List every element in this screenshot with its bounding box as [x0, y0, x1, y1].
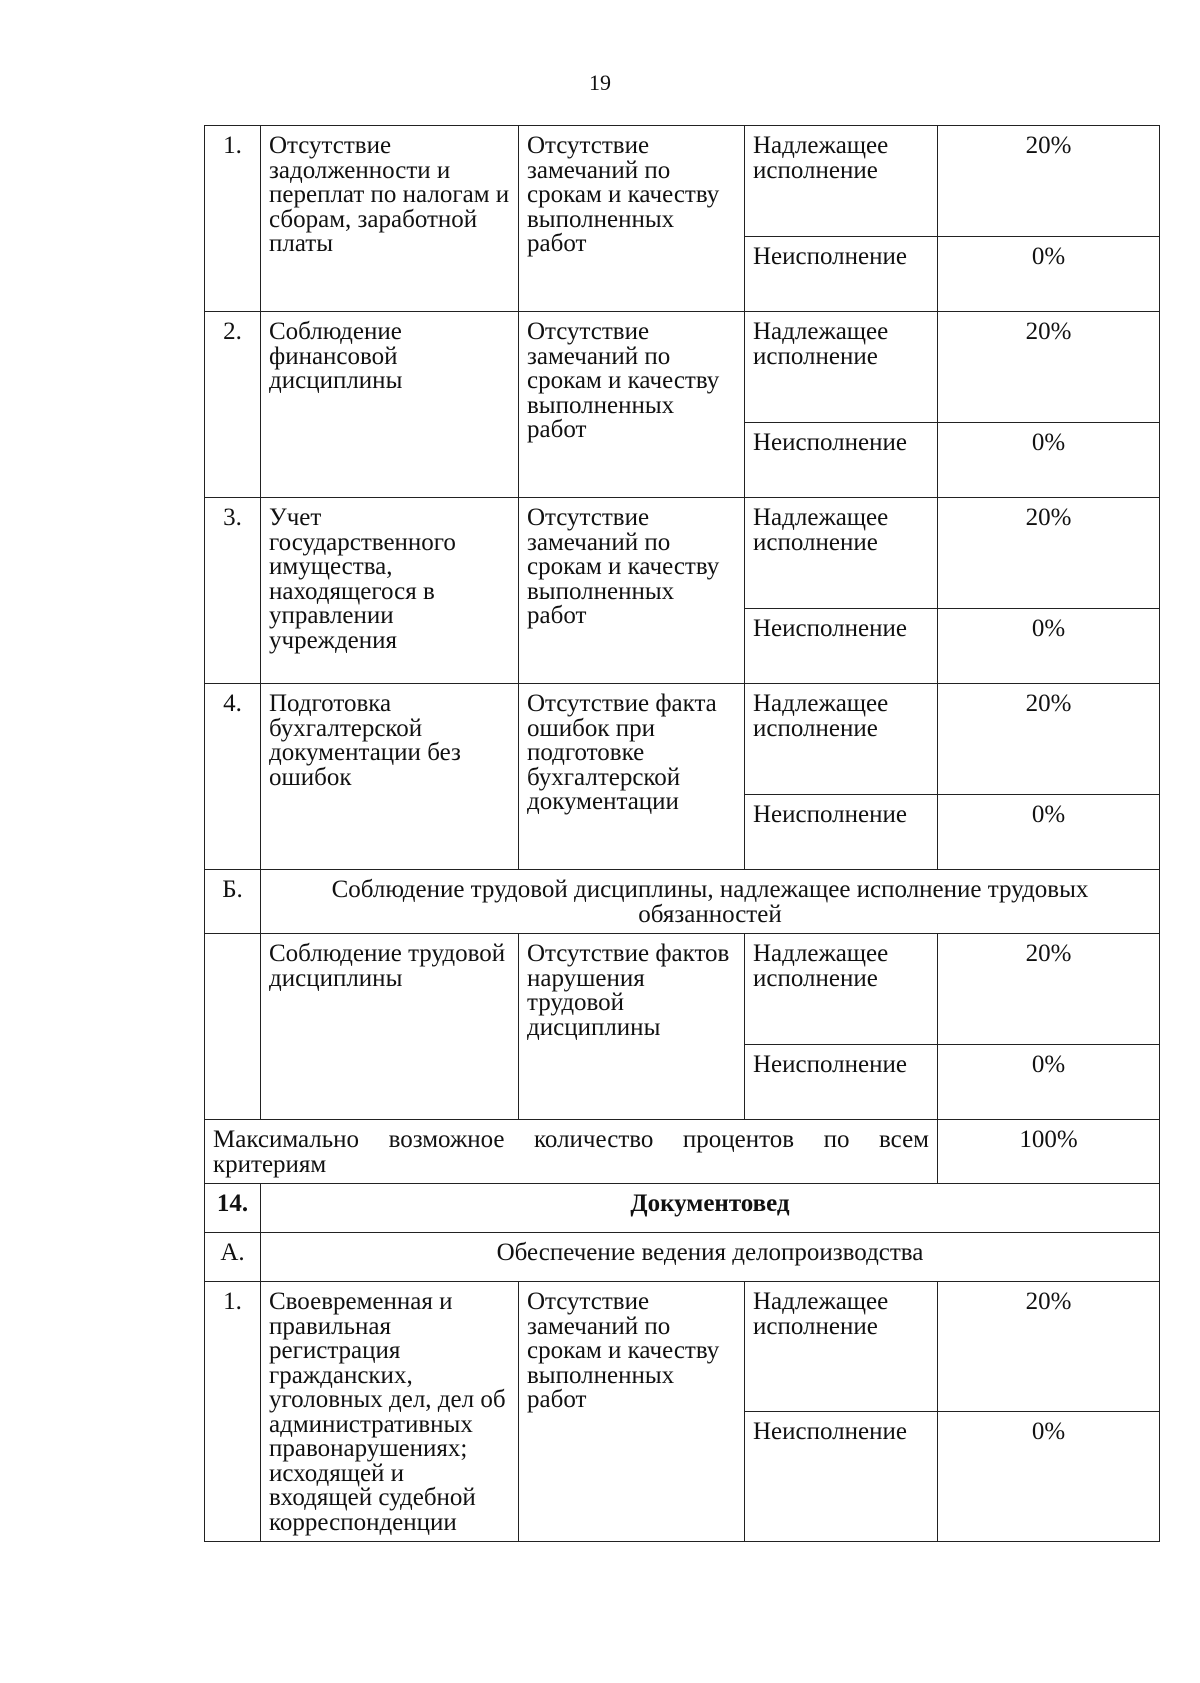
indicator-cell: Отсутствие замечаний по срокам и качеству выполненных работ [519, 498, 745, 684]
criterion-cell: Отсутствие задолженности и переплат по налогам и сборам, заработной платы [261, 126, 519, 312]
good-execution-label: Надлежащее исполнение [745, 126, 938, 237]
non-execution-label: Неисполнение [745, 1045, 938, 1120]
item-number [205, 934, 261, 1120]
total-value: 100% [938, 1120, 1160, 1184]
table-row [205, 312, 1160, 423]
good-execution-label: Надлежащее исполнение [745, 1282, 938, 1412]
indicator-cell: Отсутствие замечаний по срокам и качеству выполненных работ [519, 312, 745, 498]
good-execution-label: Надлежащее исполнение [745, 934, 938, 1045]
non-execution-label: Неисполнение [745, 1412, 938, 1542]
item-number: 4. [205, 684, 261, 870]
non-execution-label: Неисполнение [745, 423, 938, 498]
page-number: 19 [589, 70, 611, 95]
criterion-cell: Подготовка бухгалтерской документации без ошибок [261, 684, 519, 870]
good-execution-value: 20% [938, 934, 1160, 1045]
non-execution-value: 0% [938, 1412, 1160, 1542]
indicator-cell: Отсутствие факта ошибок при подготовке бухгалтерской документации [519, 684, 745, 870]
section-title: Обеспечение ведения делопроизводства [261, 1233, 1160, 1282]
item-number: 3. [205, 498, 261, 684]
good-execution-value: 20% [938, 684, 1160, 795]
non-execution-label: Неисполнение [745, 237, 938, 312]
position-number: 14. [205, 1184, 261, 1233]
non-execution-label: Неисполнение [745, 609, 938, 684]
non-execution-value: 0% [938, 795, 1160, 870]
item-number: 1. [205, 126, 261, 312]
non-execution-value: 0% [938, 1045, 1160, 1120]
indicator-cell: Отсутствие замечаний по срокам и качеству выполненных работ [519, 1282, 745, 1542]
table-row [205, 1282, 1160, 1412]
criterion-cell: Соблюдение финансовой дисциплины [261, 312, 519, 498]
good-execution-label: Надлежащее исполнение [745, 498, 938, 609]
section-title: Соблюдение трудовой дисциплины, надлежащее исполнение трудовых обязанностей [261, 870, 1160, 934]
criterion-cell: Учет государственного имущества, находящегося в управлении учреждения [261, 498, 519, 684]
good-execution-value: 20% [938, 126, 1160, 237]
item-number: 1. [205, 1282, 261, 1542]
total-label: Максимально возможное количество процентов по всем критериям [205, 1120, 938, 1184]
indicator-cell: Отсутствие фактов нарушения трудовой дисциплины [519, 934, 745, 1120]
table-row [205, 498, 1160, 609]
section-letter: А. [205, 1233, 261, 1282]
item-number: 2. [205, 312, 261, 498]
non-execution-value: 0% [938, 609, 1160, 684]
section-header-row [205, 1233, 1160, 1282]
good-execution-label: Надлежащее исполнение [745, 684, 938, 795]
criteria-table [204, 125, 1160, 1542]
good-execution-value: 20% [938, 498, 1160, 609]
table-row [205, 126, 1160, 237]
criterion-cell: Своевременная и правильная регистрация гражданских, уголовных дел, дел об административных правонарушениях; исходящей и входящей судебной корреспонденции [261, 1282, 519, 1542]
total-row [205, 1120, 1160, 1184]
indicator-cell: Отсутствие замечаний по срокам и качеству выполненных работ [519, 126, 745, 312]
section-letter: Б. [205, 870, 261, 934]
table-row [205, 934, 1160, 1045]
good-execution-value: 20% [938, 1282, 1160, 1412]
good-execution-value: 20% [938, 312, 1160, 423]
position-header-row [205, 1184, 1160, 1233]
criterion-cell: Соблюдение трудовой дисциплины [261, 934, 519, 1120]
non-execution-label: Неисполнение [745, 795, 938, 870]
non-execution-value: 0% [938, 237, 1160, 312]
good-execution-label: Надлежащее исполнение [745, 312, 938, 423]
table-row [205, 684, 1160, 795]
non-execution-value: 0% [938, 423, 1160, 498]
section-header-row [205, 870, 1160, 934]
position-title: Документовед [261, 1184, 1160, 1233]
